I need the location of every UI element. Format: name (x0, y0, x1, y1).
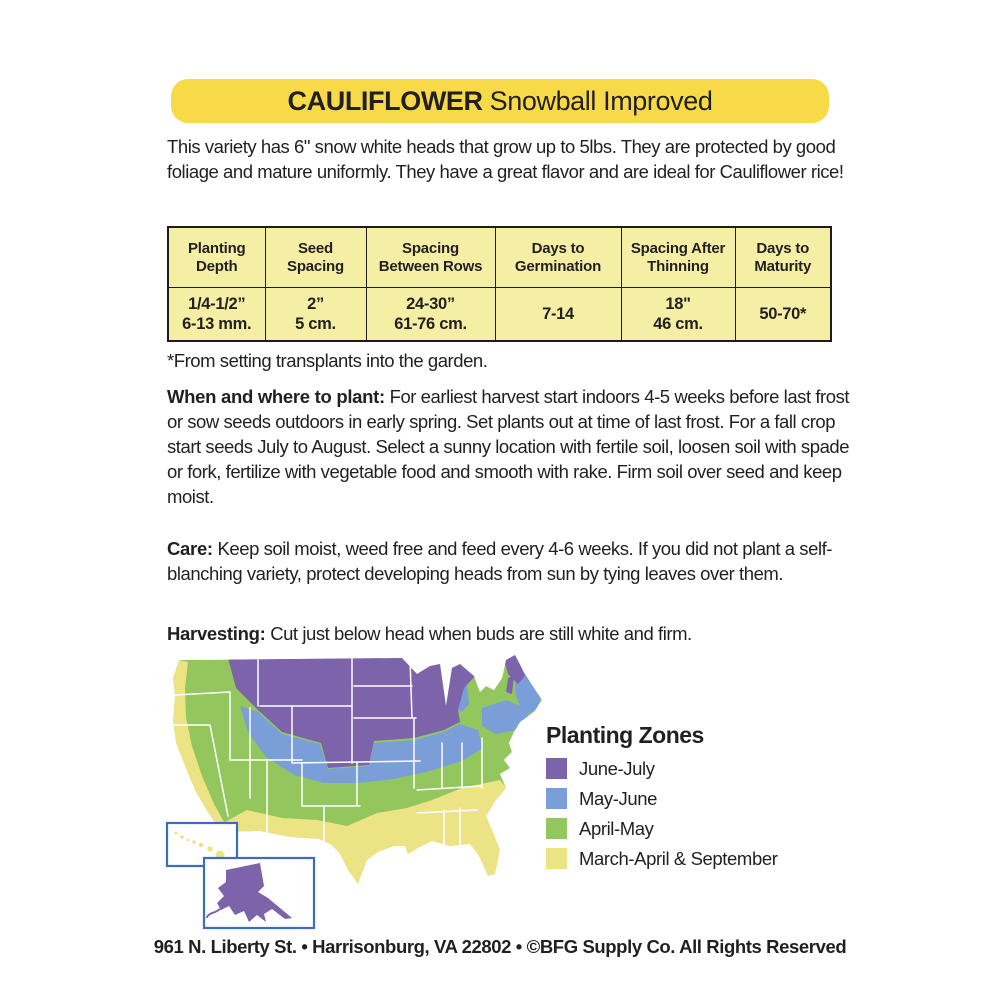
table-header-row (168, 227, 831, 288)
june-july-label: June-July (579, 757, 655, 779)
march-april-september-swatch (546, 848, 567, 869)
value-days-to-maturity: 50-70* (735, 288, 831, 342)
march-april-september-label: March-April & September (579, 847, 778, 869)
section-care (167, 536, 859, 586)
col-spacing-after-thinning: Spacing After Thinning (621, 227, 735, 288)
care-text: Keep soil moist, weed free and feed every 4-6 weeks. If you did not plant a self-blanching variety, protect developing heads from sun by tying leaves over them. (167, 538, 833, 584)
when-text: For earliest harvest start indoors 4-5 weeks before last frost or sow seeds outdoors in early spring. Set plants out at time of last frost. For a fall crop start seeds July to August. Select a sunny location with fertile soil, loosen soil with spade or fork, fertilize with vegetable food and smooth with rake. Firm soil over seed and keep moist. (167, 386, 850, 507)
planting-zones-legend (546, 722, 777, 878)
value-days-to-germination: 7-14 (495, 288, 621, 342)
harvesting-label: Harvesting: (167, 623, 266, 644)
value-planting-depth: 1/4-1/2” 6-13 mm. (168, 288, 265, 342)
april-may-swatch (546, 818, 567, 839)
col-days-to-maturity: Days to Maturity (735, 227, 831, 288)
publisher-address-line: 961 N. Liberty St. • Harrisonburg, VA 22802 • ©BFG Supply Co. All Rights Reserved (153, 936, 847, 957)
col-seed-spacing: Seed Spacing (265, 227, 366, 288)
section-when-and-where (167, 384, 859, 509)
legend-item-june-july (546, 758, 777, 779)
col-planting-depth: Planting Depth (168, 227, 265, 288)
legend-title: Planting Zones (546, 722, 704, 748)
legend-item-april-may (546, 818, 777, 839)
may-june-label: May-June (579, 787, 658, 809)
variety-description: This variety has 6" snow white heads that grow up to 5lbs. They are protected by good foliage and mature uniformly. They have a great flavor and are ideal for Cauliflower rice! (167, 136, 844, 182)
june-july-swatch (546, 758, 567, 779)
col-days-to-germination: Days to Germination (495, 227, 621, 288)
table-footnote: *From setting transplants into the garden. (167, 350, 488, 371)
when-label: When and where to plant: (167, 386, 385, 407)
may-june-swatch (546, 788, 567, 809)
variety-banner (171, 79, 829, 123)
legend-item-march-april-september (546, 848, 777, 869)
planting-specs-table (167, 226, 832, 342)
section-harvesting (167, 621, 859, 646)
table-value-row (168, 288, 831, 342)
crop-name: CAULIFLOWER (287, 86, 483, 116)
alaska-inset (204, 858, 314, 928)
harvesting-text: Cut just below head when buds are still white and firm. (270, 623, 692, 644)
col-spacing-between-rows: Spacing Between Rows (366, 227, 495, 288)
value-spacing-after-thinning: 18" 46 cm. (621, 288, 735, 342)
value-seed-spacing: 2” 5 cm. (265, 288, 366, 342)
legend-item-may-june (546, 788, 777, 809)
value-spacing-between-rows: 24-30” 61-76 cm. (366, 288, 495, 342)
april-may-label: April-May (579, 817, 654, 839)
variety-name: Snowball Improved (489, 86, 713, 116)
us-planting-zones-map (162, 648, 557, 943)
care-label: Care: (167, 538, 213, 559)
